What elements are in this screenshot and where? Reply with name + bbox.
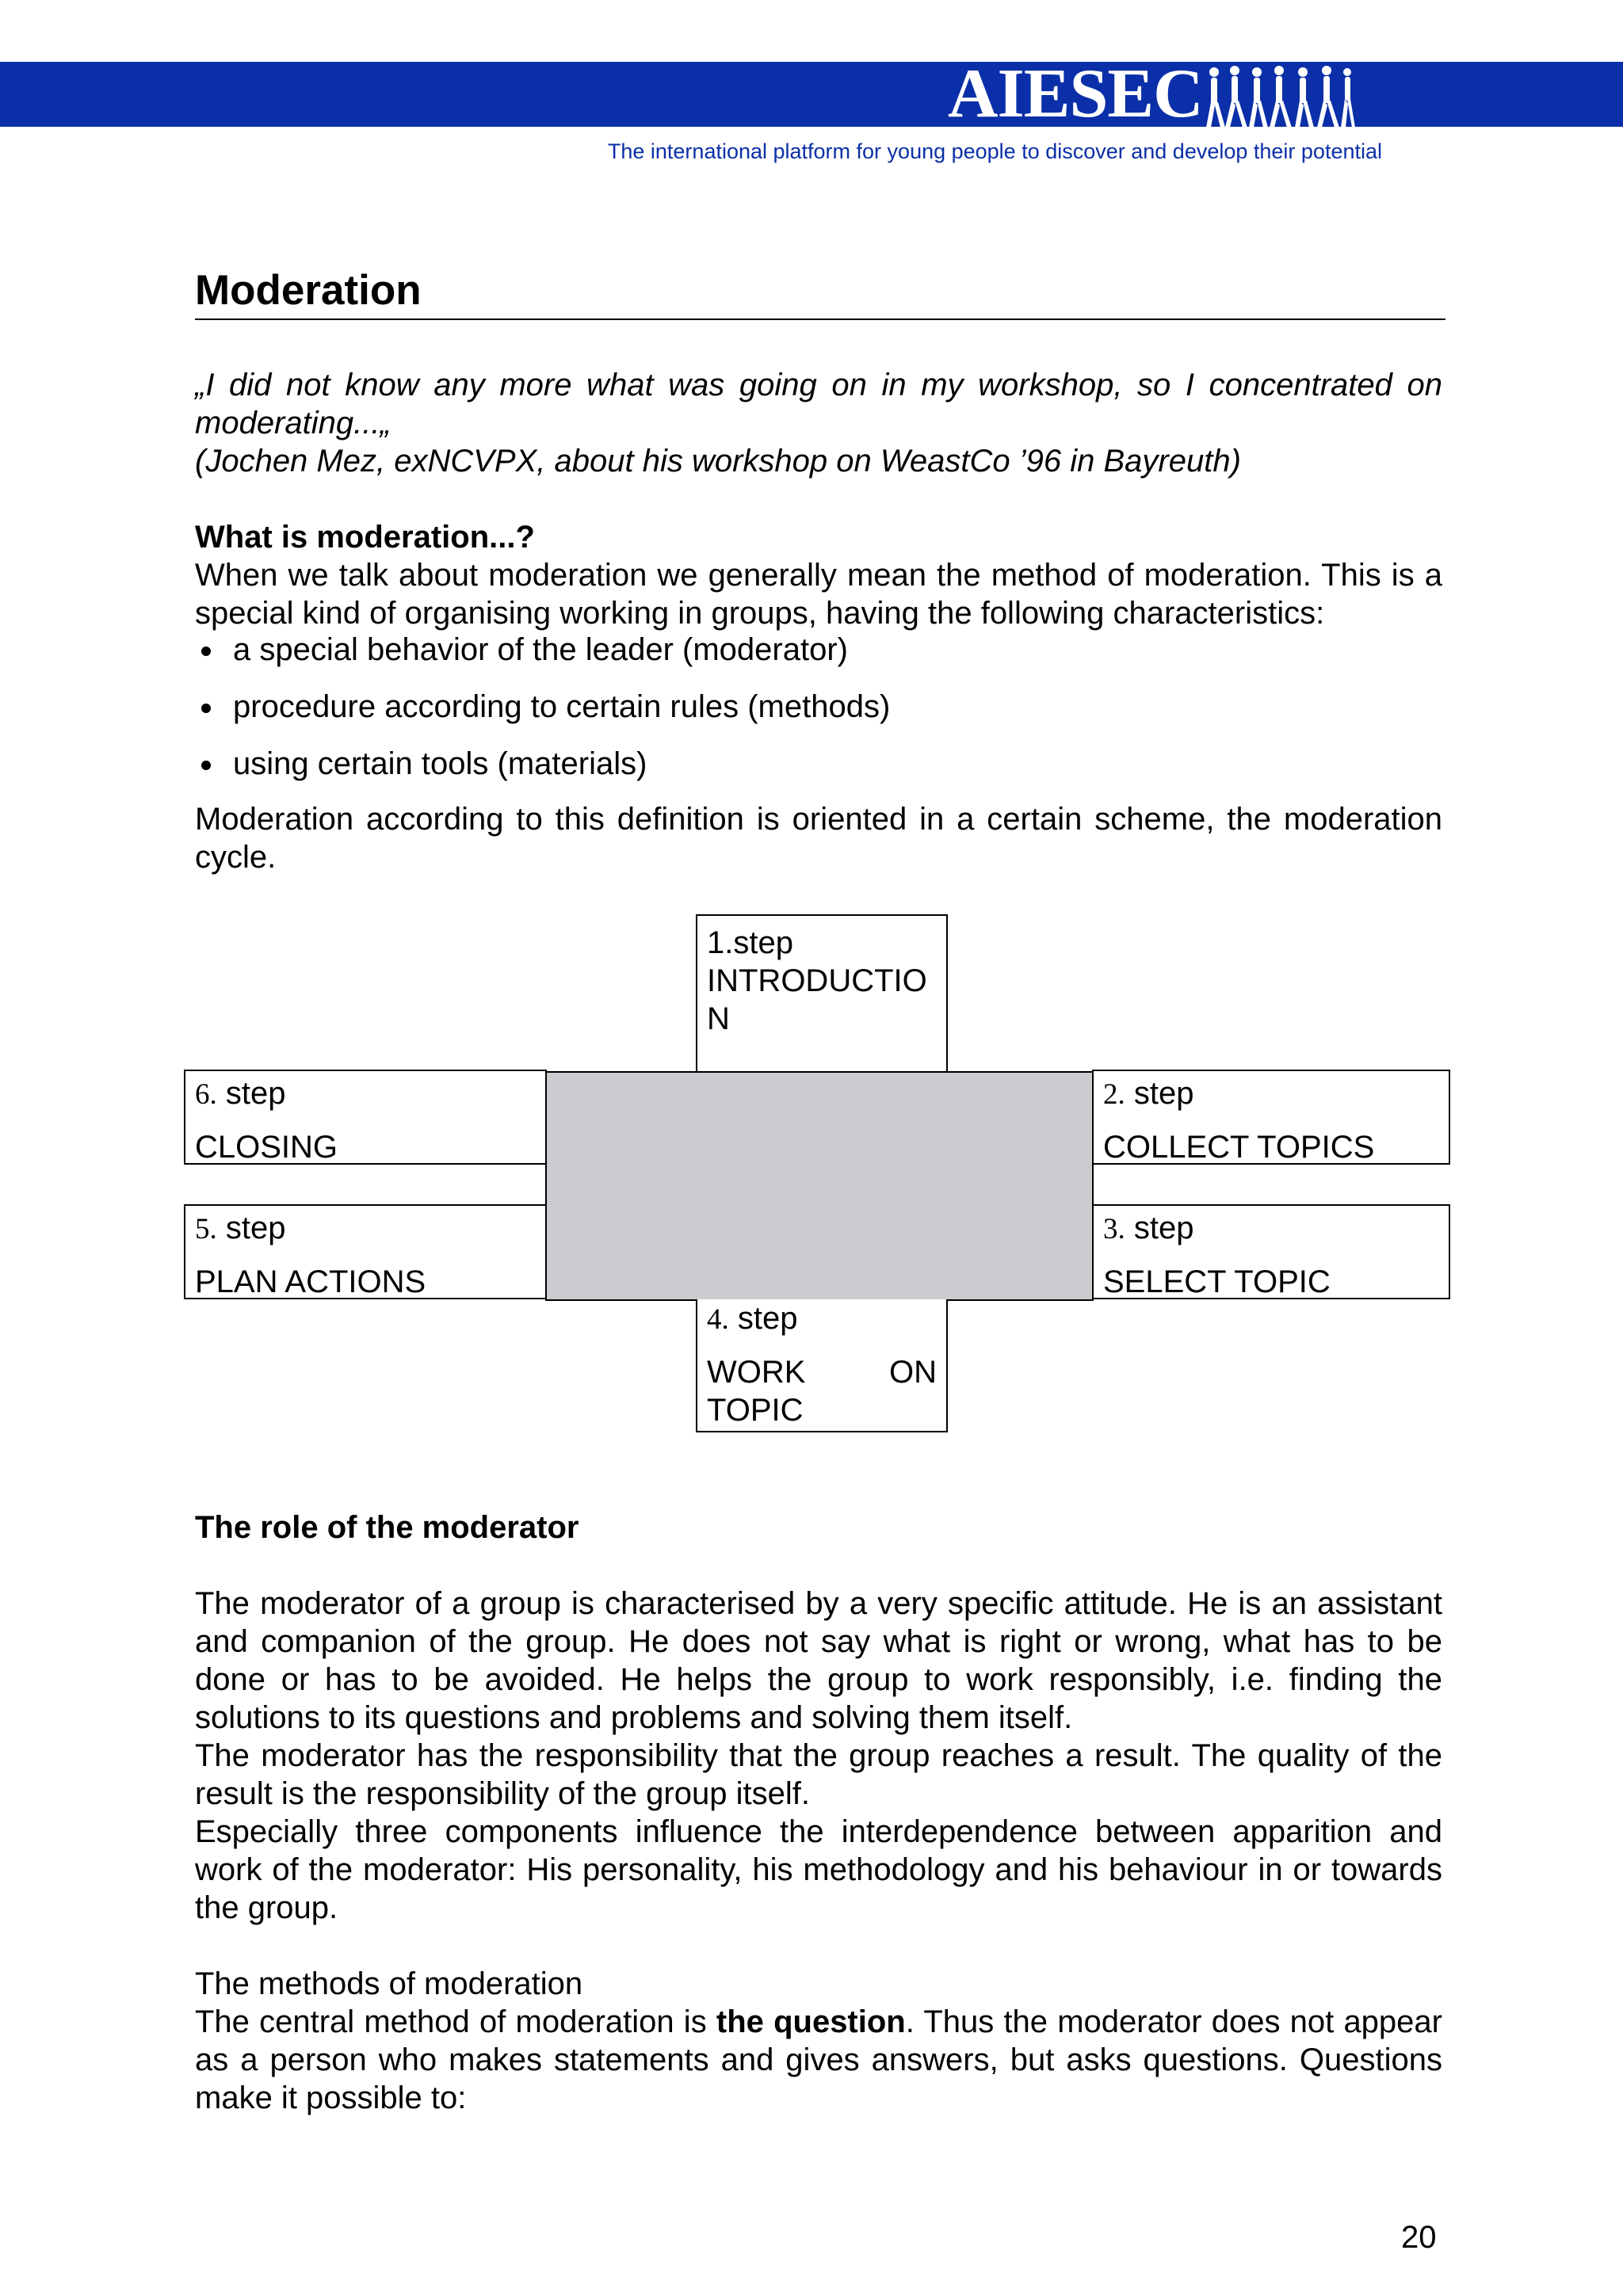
list-item: using certain tools (materials) <box>195 745 1442 783</box>
step-label: step <box>225 1076 286 1111</box>
section2-paragraph-1: The moderator of a group is characterised by a very specific attitude. He is an assistant and companion of the group. He does not say what is right or wrong, what has to be done or has to be avoided. He helps the group to work responsibly, i.e. finding the solutions to its questions and problems and solving them itself. <box>195 1586 1442 1735</box>
step-label: step <box>737 1301 798 1336</box>
list-item: a special behavior of the leader (moderator) <box>195 631 1442 669</box>
step-label: step <box>1133 1076 1194 1111</box>
aiesec-logo <box>948 55 1355 132</box>
cycle-center <box>545 1071 1094 1301</box>
quote-text <box>195 366 1442 442</box>
quote-line1: „I did not know any more what was going on in my workshop, so I concentrated on moderating...„ <box>195 368 1442 441</box>
step-number: 3. <box>1103 1213 1125 1245</box>
cycle-step-6 <box>184 1070 547 1165</box>
step-name: PLAN ACTIONS <box>195 1264 426 1299</box>
step-number: 6. <box>195 1078 217 1111</box>
section-heading-role-of-moderator: The role of the moderator <box>195 1510 579 1545</box>
step-label: step <box>1133 1211 1194 1245</box>
section2-paragraph-3: Especially three components influence the interdependence between apparition and work of the moderator: His personality, his methodology and his behaviour in or towards the group. <box>195 1814 1442 1925</box>
step-label: step <box>225 1211 286 1245</box>
section-heading-what-is-moderation: What is moderation...? <box>195 520 535 555</box>
step-name-wrap: N <box>707 1001 730 1036</box>
cycle-step-1 <box>696 914 948 1073</box>
step-name: INTRODUCTIO <box>707 963 927 998</box>
list-item: procedure according to certain rules (methods) <box>195 688 1442 726</box>
bullet-icon <box>201 704 211 713</box>
section1-intro: When we talk about moderation we generally mean the method of moderation. This is a special kind of organising working in groups, having the following characteristics: <box>195 558 1442 631</box>
section1-outro: Moderation according to this definition is oriented in a certain scheme, the moderation cycle. <box>195 802 1442 875</box>
step-number: 5. <box>195 1213 217 1245</box>
logo-text: AIESEC <box>948 55 1203 132</box>
step-name: WORK ON <box>707 1355 937 1390</box>
bullet-icon <box>201 646 211 656</box>
section2-paragraph-2: The moderator has the responsibility that the group reaches a result. The quality of the result is the responsibility of the group itself. <box>195 1738 1442 1811</box>
step-name: CLOSING <box>195 1130 338 1165</box>
cycle-step-4 <box>696 1299 948 1432</box>
characteristics-list <box>195 631 1442 802</box>
section3-paragraph-1: The central method of moderation is the question. Thus the moderator does not appear as a person who makes statements and gives answers, but asks questions. Questions make it possible to: <box>195 2004 1442 2115</box>
step-name-wrap: TOPIC <box>707 1393 804 1428</box>
quote-attribution: (Jochen Mez, exNCVPX, about his workshop on WeastCo ’96 in Bayreuth) <box>195 444 1241 479</box>
step-name: COLLECT TOPICS <box>1103 1130 1375 1165</box>
walking-people-icon <box>1205 64 1355 131</box>
step-number: 2. <box>1103 1078 1125 1111</box>
cycle-step-5 <box>184 1204 547 1299</box>
tagline: The international platform for young people to discover and develop their potential <box>607 139 1382 163</box>
cycle-step-2 <box>1092 1070 1450 1165</box>
section-heading-methods: The methods of moderation <box>195 1966 583 2001</box>
page-number: 20 <box>1401 2220 1437 2255</box>
emphasis-the-question: the question <box>716 2004 906 2039</box>
step-label: 1.step <box>707 925 793 960</box>
page-title: Moderation <box>195 267 422 314</box>
step-number: 4. <box>707 1303 729 1336</box>
header-banner <box>0 62 1623 127</box>
title-underline <box>195 318 1445 320</box>
cycle-step-3 <box>1092 1204 1450 1299</box>
step-name: SELECT TOPIC <box>1103 1264 1331 1299</box>
bullet-icon <box>201 761 211 770</box>
